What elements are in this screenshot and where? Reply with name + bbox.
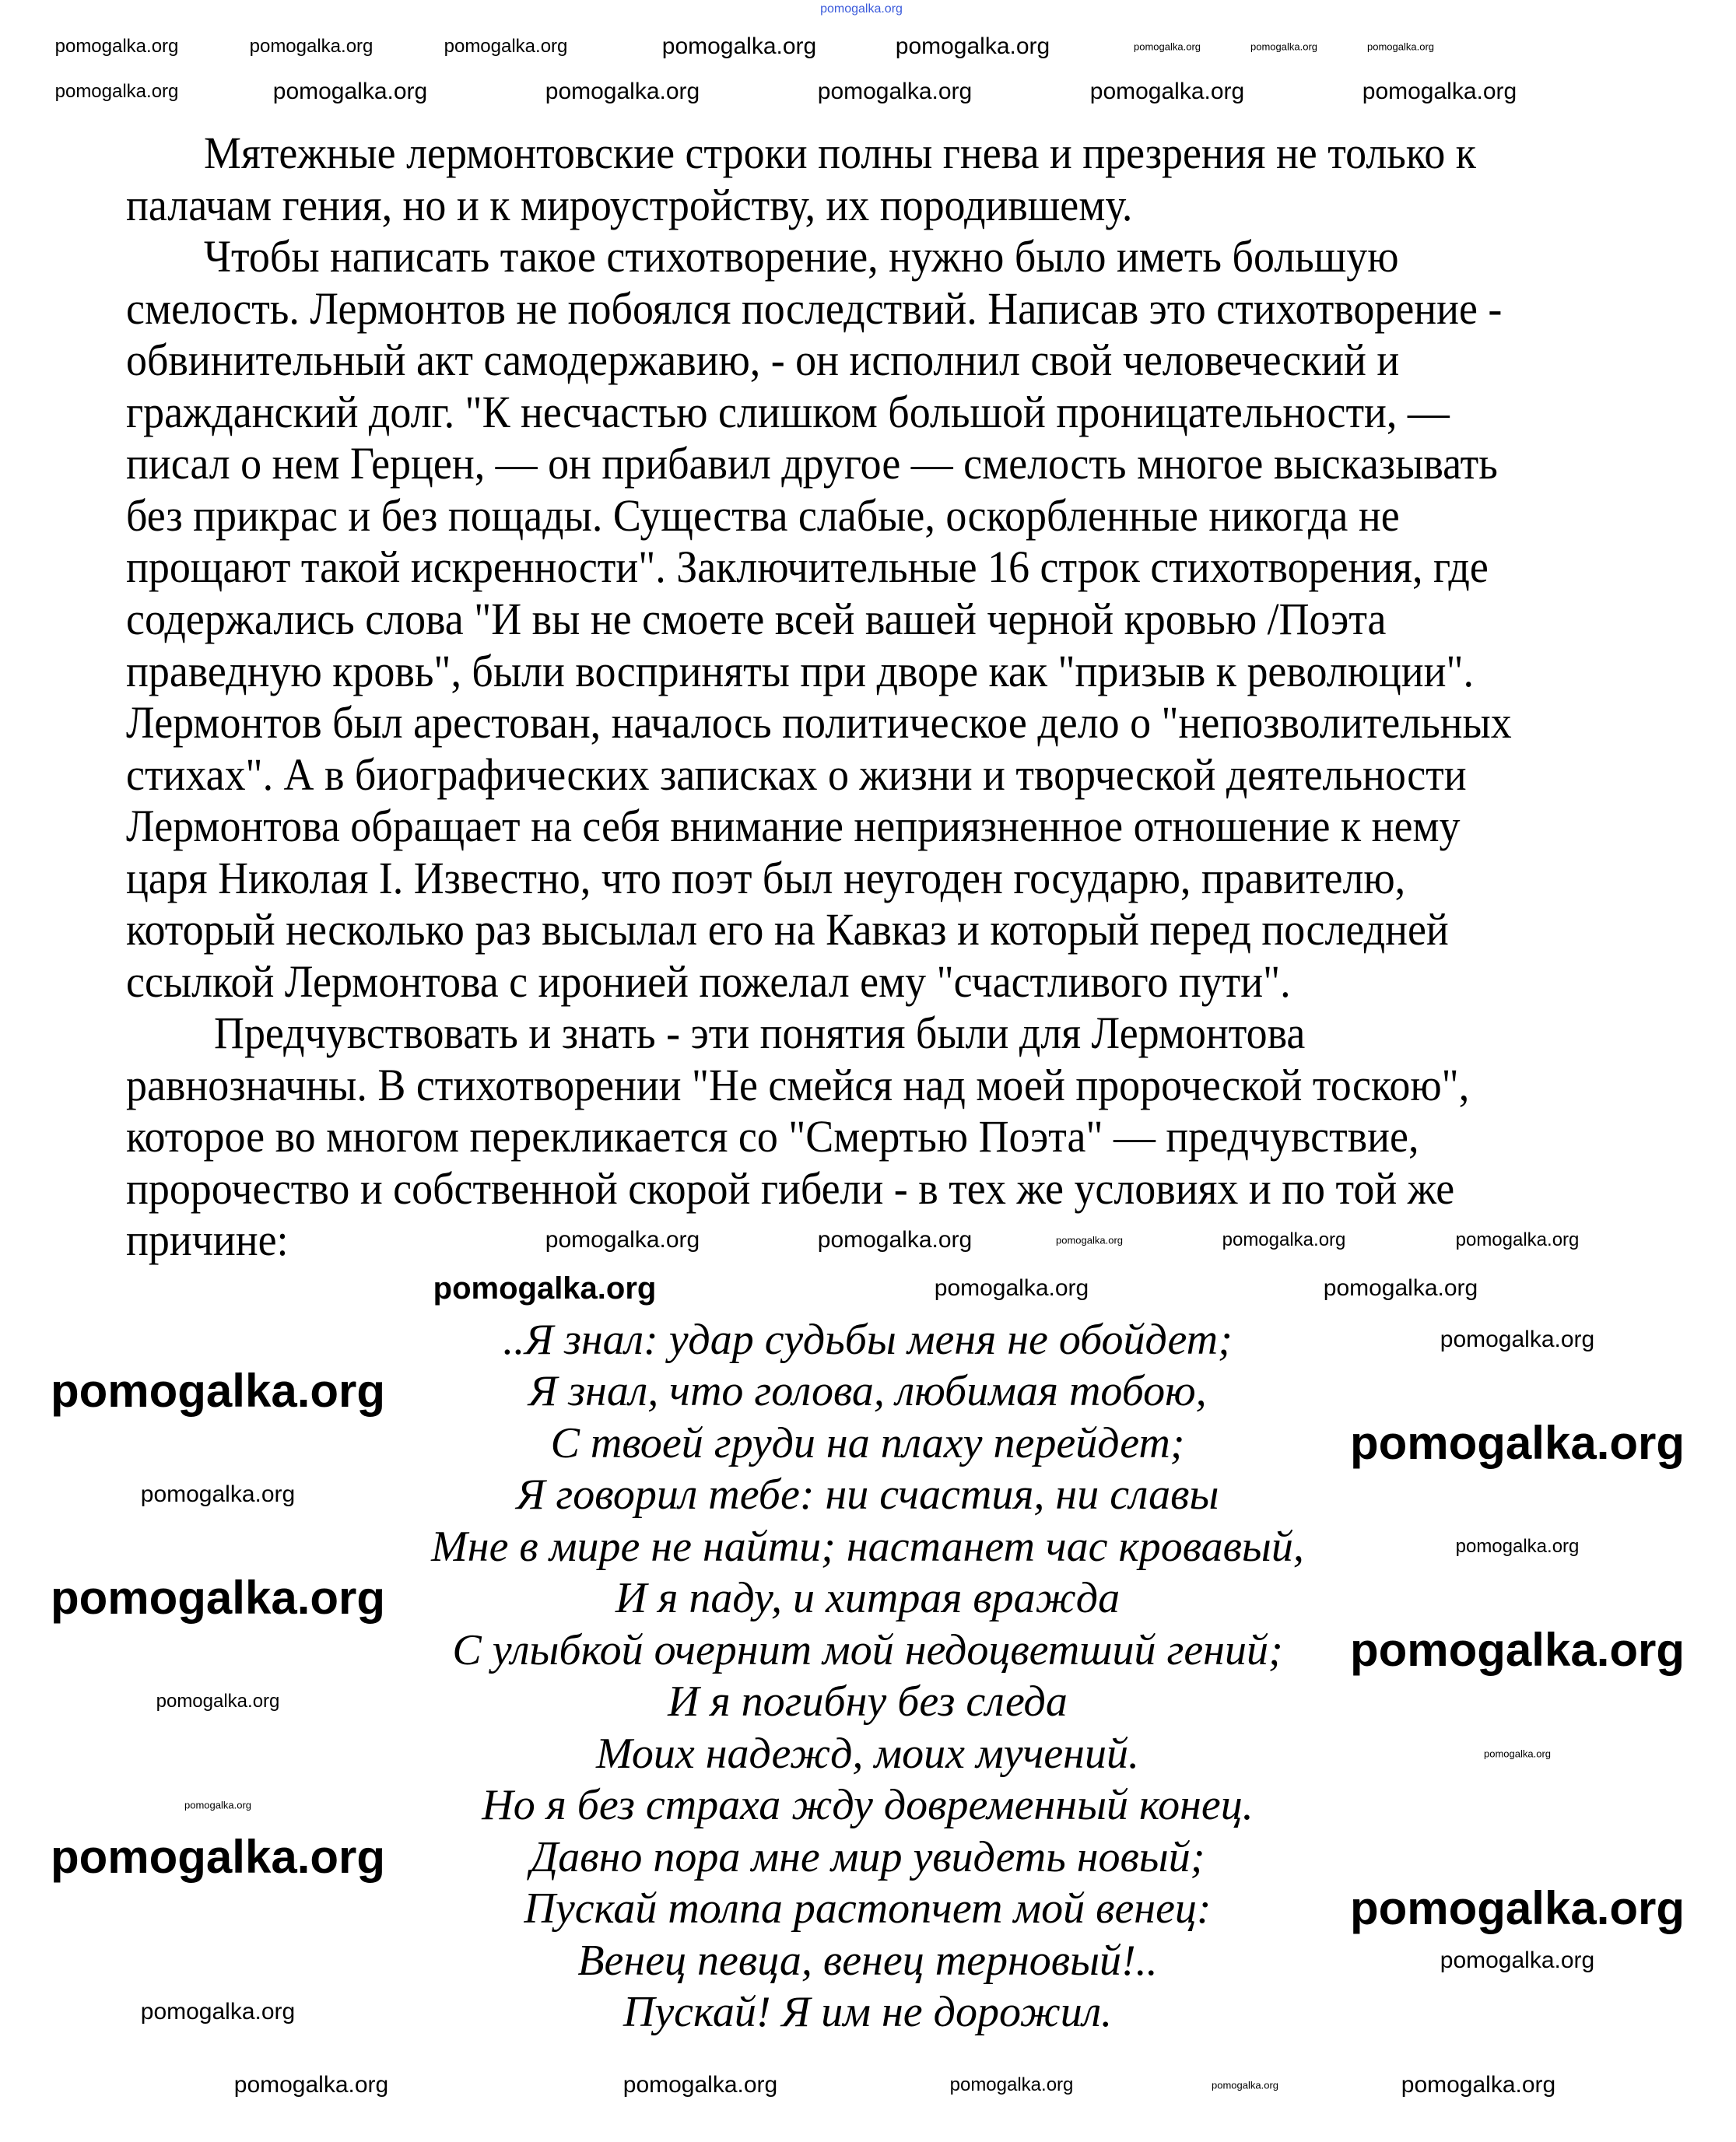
watermark: pomogalka.org xyxy=(1349,1624,1685,1676)
watermark: pomogalka.org xyxy=(545,1227,700,1253)
text-line: равнозначны. В стихотворении "Не смейся над моей пророческой тоскою", xyxy=(126,1060,1470,1110)
watermark: pomogalka.org xyxy=(54,36,179,57)
text-line: пророчество и собственной скорой гибели - в тех же условиях и по той же xyxy=(126,1163,1455,1214)
watermark: pomogalka.org xyxy=(817,1227,973,1253)
poem-line: И я погибну без следа xyxy=(668,1677,1068,1726)
watermark: pomogalka.org xyxy=(249,36,374,57)
watermark: pomogalka.org xyxy=(50,1365,386,1417)
watermark: pomogalka.org xyxy=(623,2072,778,2098)
poem-line: Венец певца, венец терновый!.. xyxy=(577,1937,1158,1985)
watermark: pomogalka.org xyxy=(1323,1275,1478,1301)
text-line: без прикрас и без пощады. Существа слабые, оскорбленные никогда не xyxy=(126,490,1400,541)
watermark: pomogalka.org xyxy=(1455,1536,1580,1557)
poem-line: Но я без страха жду довременный конец. xyxy=(482,1781,1254,1829)
watermark: pomogalka.org xyxy=(233,2072,389,2098)
watermark: pomogalka.org xyxy=(1056,1234,1123,1246)
watermark: pomogalka.org xyxy=(184,1799,251,1811)
watermark: pomogalka.org xyxy=(1222,1229,1346,1250)
watermark: pomogalka.org xyxy=(661,33,817,59)
text-line: царя Николая I. Известно, что поэт был неугоден государю, правителю, xyxy=(126,853,1406,903)
watermark: pomogalka.org xyxy=(1455,1229,1580,1250)
text-line: Предчувствовать и знать - эти понятия были для Лермонтова xyxy=(214,1008,1306,1058)
watermark: pomogalka.org xyxy=(156,1691,280,1712)
text-line: причине: xyxy=(126,1215,289,1265)
watermark: pomogalka.org xyxy=(1349,1417,1685,1469)
text-line: смелость. Лермонтов не побоялся последствий. Написав это стихотворение - xyxy=(126,283,1503,334)
watermark: pomogalka.org xyxy=(1367,40,1434,53)
watermark: pomogalka.org xyxy=(433,1271,657,1306)
poem-line: ..Я знал: удар судьбы меня не обойдет; xyxy=(503,1316,1233,1364)
text-line: писал о нем Герцен, — он прибавил другое — смелость многое высказывать xyxy=(126,438,1498,489)
text-line: Мятежные лермонтовские строки полны гнева и презрения не только к xyxy=(204,128,1477,178)
watermark: pomogalka.org xyxy=(934,1275,1089,1301)
text-line: стихах". А в биографических записках о жизни и творческой деятельности xyxy=(126,749,1467,800)
text-line: Лермонтов был арестован, началось политическое дело о "непозволительных xyxy=(126,697,1512,748)
text-line: гражданский долг. "К несчастью слишком большой проницательности, — xyxy=(126,387,1450,437)
poem-line: Моих надежд, моих мучений. xyxy=(596,1730,1139,1778)
watermark: pomogalka.org xyxy=(50,1572,386,1624)
poem-line: Пускай! Я им не дорожил. xyxy=(623,1988,1113,2036)
watermark: pomogalka.org xyxy=(50,1831,386,1883)
watermark: pomogalka.org xyxy=(1362,79,1517,104)
watermark: pomogalka.org xyxy=(820,2,903,16)
watermark: pomogalka.org xyxy=(1250,40,1317,53)
text-line: который несколько раз высылал его на Кавказ и который перед последней xyxy=(126,904,1449,955)
text-line: Лермонтова обращает на себя внимание неприязненное отношение к нему xyxy=(126,801,1461,851)
watermark: pomogalka.org xyxy=(1440,1327,1595,1352)
watermark: pomogalka.org xyxy=(1440,1947,1595,1973)
watermark: pomogalka.org xyxy=(545,79,700,104)
poem-line: С улыбкой очернит мой недоцветший гений; xyxy=(452,1626,1283,1674)
text-line: ссылкой Лермонтова с иронией пожелал ему "счастливого пути". xyxy=(126,956,1291,1007)
poem-line: Мне в мире не найти; настанет час кровавый, xyxy=(431,1523,1304,1571)
watermark: pomogalka.org xyxy=(1089,79,1245,104)
poem-line: Пускай толпа растопчет мой венец: xyxy=(524,1884,1212,1933)
watermark: pomogalka.org xyxy=(1349,1882,1685,1934)
poem-line: Я знал, что голова, любимая тобою, xyxy=(528,1367,1207,1415)
text-line: прощают такой искренности". Заключительные 16 строк стихотворения, где xyxy=(126,542,1489,592)
poem-line: И я паду, и хитрая вражда xyxy=(615,1574,1121,1622)
watermark: pomogalka.org xyxy=(1134,40,1201,53)
poem-line: Давно пора мне мир увидеть новый; xyxy=(530,1833,1205,1881)
text-line: Чтобы написать такое стихотворение, нужно было иметь большую xyxy=(204,231,1399,282)
watermark: pomogalka.org xyxy=(895,33,1050,59)
watermark: pomogalka.org xyxy=(949,2074,1074,2095)
text-line: которое во многом перекликается со "Смертью Поэта" — предчувствие, xyxy=(126,1111,1419,1162)
text-line: праведную кровь", были восприняты при дворе как "призыв к революции". xyxy=(126,646,1475,696)
watermark: pomogalka.org xyxy=(272,79,428,104)
watermark: pomogalka.org xyxy=(1212,2079,1278,2091)
watermark: pomogalka.org xyxy=(54,81,179,102)
text-line: содержались слова "И вы не смоете всей вашей черной кровью /Поэта xyxy=(126,594,1387,644)
watermark: pomogalka.org xyxy=(444,36,568,57)
poem-line: С твоей груди на плаху перейдет; xyxy=(550,1419,1185,1467)
watermark: pomogalka.org xyxy=(817,79,973,104)
watermark: pomogalka.org xyxy=(1484,1748,1551,1760)
watermark: pomogalka.org xyxy=(140,1999,296,2025)
watermark: pomogalka.org xyxy=(1401,2072,1556,2098)
poem-line: Я говорил тебе: ни счастия, ни славы xyxy=(516,1471,1219,1519)
watermark: pomogalka.org xyxy=(140,1481,296,1507)
text-line: палачам гения, но и к мироустройству, их породившему. xyxy=(126,180,1133,230)
text-line: обвинительный акт самодержавию, - он исполнил свой человеческий и xyxy=(126,335,1400,385)
